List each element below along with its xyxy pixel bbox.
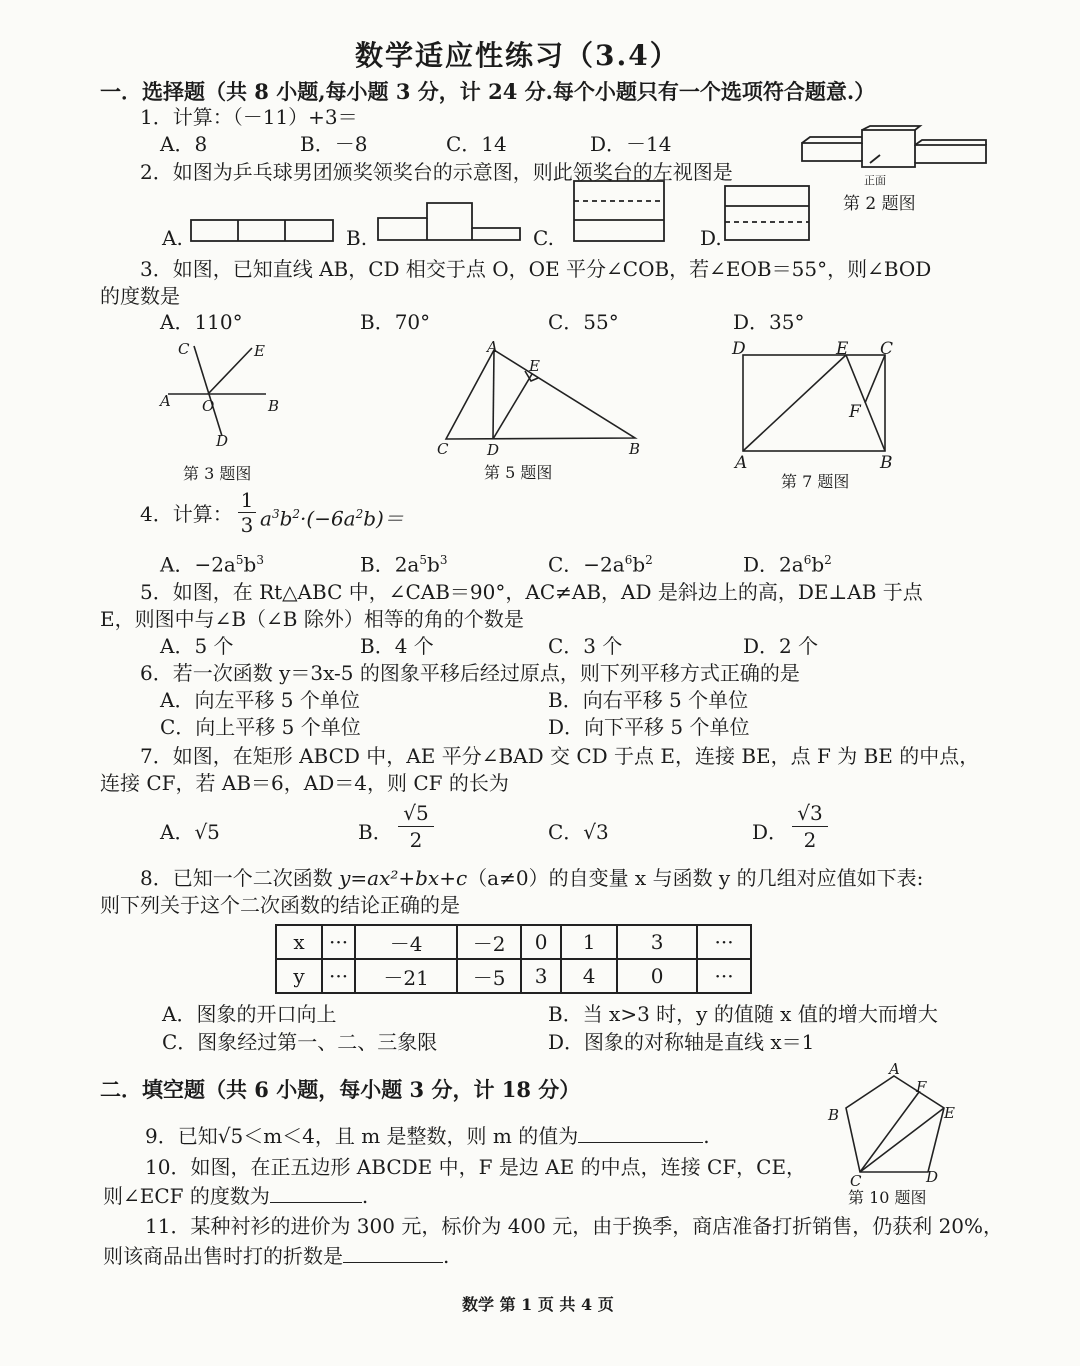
q5-option-d: D．2 个 — [743, 634, 819, 658]
q8-stem-pre: 8．已知一个二次函数 — [140, 866, 340, 890]
q11-answer-blank[interactable] — [343, 1262, 443, 1263]
q4-prefix: 4．计算： — [140, 502, 233, 526]
fig7-label-d: D — [732, 339, 746, 359]
fig3-label-o: O — [202, 397, 215, 415]
fig7-caption: 第 7 题图 — [781, 472, 850, 491]
q11-stem: 则该商品出售时打的折数是 — [103, 1244, 343, 1268]
q8-stem-post: （a≠0）的自变量 x 与函数 y 的几组对应值如下表: — [467, 866, 924, 890]
q6-option-b: B．向右平移 5 个单位 — [548, 688, 749, 712]
fig3-label-a: A — [160, 392, 171, 410]
table-cell: ··· — [697, 925, 751, 959]
q9-stem: 9．已知√5＜m＜4，且 m 是整数，则 m 的值为 — [145, 1124, 579, 1148]
fig3-label-e: E — [254, 342, 265, 360]
q2-option-a-figure — [190, 218, 336, 244]
fig5-label-b: B — [629, 440, 641, 458]
fig10-label-e: E — [944, 1104, 955, 1122]
table-cell: x — [276, 925, 322, 959]
table-cell: ··· — [322, 959, 355, 993]
table-cell: －2 — [457, 925, 521, 959]
page-title: 数学适应性练习（3.4） — [355, 39, 680, 72]
table-row — [276, 959, 751, 993]
fig10-label-d: D — [926, 1168, 939, 1186]
table-cell: ··· — [322, 925, 355, 959]
q4-opt-a-s2: 3 — [256, 553, 264, 567]
q4-opt-c-mid: b — [632, 552, 646, 577]
q4-option-a — [160, 548, 264, 577]
section-heading-choice: 一．选择题（共 8 小题,每小题 3 分，计 24 分.每个小题只有一个选项符合题意.） — [100, 79, 876, 104]
q2-option-b-letter: B. — [346, 226, 368, 250]
fig3-label-b: B — [268, 397, 280, 415]
q10-stem: 则∠ECF 的度数为 — [103, 1184, 270, 1208]
table-cell: －4 — [355, 925, 457, 959]
q7-option-b-fraction — [398, 800, 434, 853]
q10-answer-blank[interactable] — [270, 1202, 362, 1203]
q2-stem: 2．如图为乒乓球男团颁奖领奖台的示意图，则此领奖台的左视图是 — [140, 160, 733, 184]
section-heading-fill: 二．填空题（共 6 小题，每小题 3 分，计 18 分） — [100, 1077, 581, 1102]
q1-option-d: D．－14 — [590, 132, 672, 156]
q1-option-c: C．14 — [446, 132, 507, 156]
fig5-label-e: E — [529, 357, 540, 375]
q2-option-c-figure — [573, 180, 667, 244]
q4-expr-end: b)＝ — [363, 506, 404, 531]
q9-answer-blank[interactable] — [578, 1142, 703, 1143]
q2-option-a-letter: A. — [162, 226, 183, 250]
fig5-label-d: D — [487, 441, 500, 459]
table-cell: 3 — [521, 959, 561, 993]
table-row — [276, 925, 751, 959]
q6-option-c: C．向上平移 5 个单位 — [160, 715, 361, 739]
q7-option-d-letter: D． — [752, 820, 789, 844]
q3-stem-line1: 3．如图，已知直线 AB，CD 相交于点 O，OE 平分∠COB，若∠EOB＝55°，则∠BOD — [140, 257, 932, 281]
fig10-regular-pentagon — [838, 1068, 958, 1180]
q4-opt-a-s1: 5 — [235, 553, 244, 567]
q4-opt-c-s1: 6 — [624, 553, 633, 567]
fig7-label-f: F — [849, 402, 861, 422]
q4-expr-sup1: 3 — [271, 507, 280, 521]
q10-line2 — [103, 1184, 368, 1208]
q4-frac-numerator: 1 — [238, 488, 256, 513]
q4-opt-d-s1: 6 — [803, 553, 812, 567]
q4-opt-a-head: A．−2a — [160, 552, 236, 577]
q4-opt-b-s2: 3 — [439, 553, 448, 567]
q7-option-a: A．√5 — [160, 820, 220, 844]
fig7-rectangle — [740, 354, 890, 454]
table-cell: 0 — [617, 959, 697, 993]
q7-opt-d-den: 2 — [803, 828, 817, 852]
q4-option-c — [548, 548, 653, 577]
q4-fraction — [238, 488, 256, 537]
fig10-label-f: F — [916, 1078, 927, 1096]
q8-option-d: D．图象的对称轴是直线 x＝1 — [548, 1030, 815, 1054]
q10-end: . — [361, 1184, 369, 1208]
q5-stem-line2: E，则图中与∠B（∠B 除外）相等的角的个数是 — [100, 607, 524, 631]
q5-stem-line1: 5．如图，在 Rt△ABC 中，∠CAB＝90°，AC≠AB，AD 是斜边上的高，DE⊥AB 于点 — [140, 580, 923, 604]
q2-fig-caption: 第 2 题图 — [843, 194, 916, 214]
q7-stem-line1: 7．如图，在矩形 ABCD 中，AE 平分∠BAD 交 CD 于点 E，连接 BE，点 F 为 BE 的中点， — [140, 744, 980, 768]
q2-option-d-letter: D. — [700, 226, 722, 250]
fig7-label-c: C — [880, 339, 894, 359]
q1-option-b: B．－8 — [300, 132, 368, 156]
q4-opt-a-mid: b — [243, 552, 257, 577]
q3-option-c: C．55° — [548, 310, 619, 334]
q4-opt-c-head: C．−2a — [548, 552, 625, 577]
q2-option-d-figure — [724, 185, 812, 243]
q5-option-a: A．5 个 — [160, 634, 234, 658]
fig5-label-a: A — [487, 338, 498, 356]
q1-option-a: A．8 — [160, 132, 208, 156]
table-cell: －5 — [457, 959, 521, 993]
fig10-label-b: B — [828, 1106, 840, 1124]
q4-option-d — [743, 548, 832, 577]
q4-expr-b: b — [279, 506, 293, 531]
table-cell: ··· — [697, 959, 751, 993]
q8-option-b: B．当 x>3 时，y 的值随 x 值的增大而增大 — [548, 1002, 938, 1026]
q8-value-table — [275, 924, 752, 994]
q7-stem-line2: 连接 CF，若 AB＝6，AD＝4，则 CF 的长为 — [100, 771, 509, 795]
q11-line1: 11．某种衬衫的进价为 300 元，标价为 400 元，由于换季，商店准备打折销售，仍获利 20%， — [145, 1214, 1004, 1238]
q4-opt-b-s1: 5 — [419, 553, 427, 567]
q4-opt-d-mid: b — [811, 552, 825, 577]
q8-stem-line2: 则下列关于这个二次函数的结论正确的是 — [100, 893, 460, 917]
q9-text — [145, 1124, 710, 1148]
q4-opt-d-s2: 2 — [824, 553, 832, 567]
q7-opt-b-den: 2 — [409, 828, 423, 852]
q3-option-b: B．70° — [360, 310, 431, 334]
q2-option-b-figure — [377, 202, 523, 244]
table-cell: 0 — [521, 925, 561, 959]
q7-opt-b-num: √5 — [398, 800, 434, 827]
fig10-label-a: A — [889, 1060, 900, 1078]
fig10-caption: 第 10 题图 — [848, 1188, 927, 1207]
fig3-label-c: C — [178, 340, 190, 358]
q2-option-c-letter: C. — [533, 226, 554, 250]
q2-front-label: 正面 — [864, 174, 886, 187]
fig3-caption: 第 3 题图 — [183, 464, 252, 483]
q4-expr-sup3: 2 — [355, 507, 364, 521]
q10-line1: 10．如图，在正五边形 ABCDE 中，F 是边 AE 的中点，连接 CF，CE， — [145, 1155, 807, 1179]
q5-option-c: C．3 个 — [548, 634, 623, 658]
q4-expression — [260, 502, 404, 531]
table-cell: 4 — [561, 959, 617, 993]
q4-opt-b-head: B．2a — [360, 552, 420, 577]
q4-opt-c-s2: 2 — [645, 553, 653, 567]
q6-stem: 6．若一次函数 y＝3x-5 的图象平移后经过原点，则下列平移方式正确的是 — [140, 661, 800, 685]
q4-opt-d-head: D．2a — [743, 552, 804, 577]
q11-end: . — [443, 1244, 450, 1268]
q4-opt-b-mid: b — [427, 552, 440, 577]
fig5-right-triangle — [430, 340, 650, 450]
q3-option-d: D．35° — [733, 310, 805, 334]
q6-option-a: A．向左平移 5 个单位 — [160, 688, 360, 712]
fig5-caption: 第 5 题图 — [484, 463, 553, 482]
q8-stem-line1 — [140, 866, 923, 890]
q4-option-b — [360, 548, 447, 577]
q7-option-d-fraction — [792, 800, 828, 853]
q4-expr-a: a — [260, 506, 272, 531]
fig7-label-e: E — [836, 339, 849, 359]
fig3-label-d: D — [216, 432, 229, 450]
q8-stem-func: y=ax²+bx+c — [339, 866, 468, 890]
q4-frac-denominator: 3 — [240, 513, 254, 537]
q9-end: . — [703, 1124, 710, 1148]
q3-option-a: A．110° — [160, 310, 243, 334]
fig7-label-b: B — [880, 453, 893, 473]
q1-stem: 1．计算：（－11）+3＝ — [140, 105, 358, 129]
q3-stem-line2: 的度数是 — [100, 284, 180, 308]
q11-line2 — [103, 1244, 449, 1268]
q2-podium-figure — [800, 125, 990, 175]
q7-option-c: C．√3 — [548, 820, 609, 844]
q7-option-b-letter: B． — [358, 820, 393, 844]
fig10-label-c: C — [850, 1172, 862, 1190]
q6-option-d: D．向下平移 5 个单位 — [548, 715, 750, 739]
q4-expr-sup2: 2 — [292, 507, 301, 521]
fig5-label-c: C — [437, 440, 449, 458]
q4-expr-mult: ·(−6a — [300, 506, 356, 531]
fig7-label-a: A — [735, 453, 748, 473]
q8-option-a: A．图象的开口向上 — [162, 1002, 337, 1026]
q5-option-b: B．4 个 — [360, 634, 434, 658]
table-cell: 3 — [617, 925, 697, 959]
table-cell: －21 — [355, 959, 457, 993]
table-cell: 1 — [561, 925, 617, 959]
table-cell: y — [276, 959, 322, 993]
q7-opt-d-num: √3 — [792, 800, 828, 827]
page-footer: 数学 第 1 页 共 4 页 — [462, 1295, 614, 1314]
q8-option-c: C．图象经过第一、二、三象限 — [162, 1030, 438, 1054]
